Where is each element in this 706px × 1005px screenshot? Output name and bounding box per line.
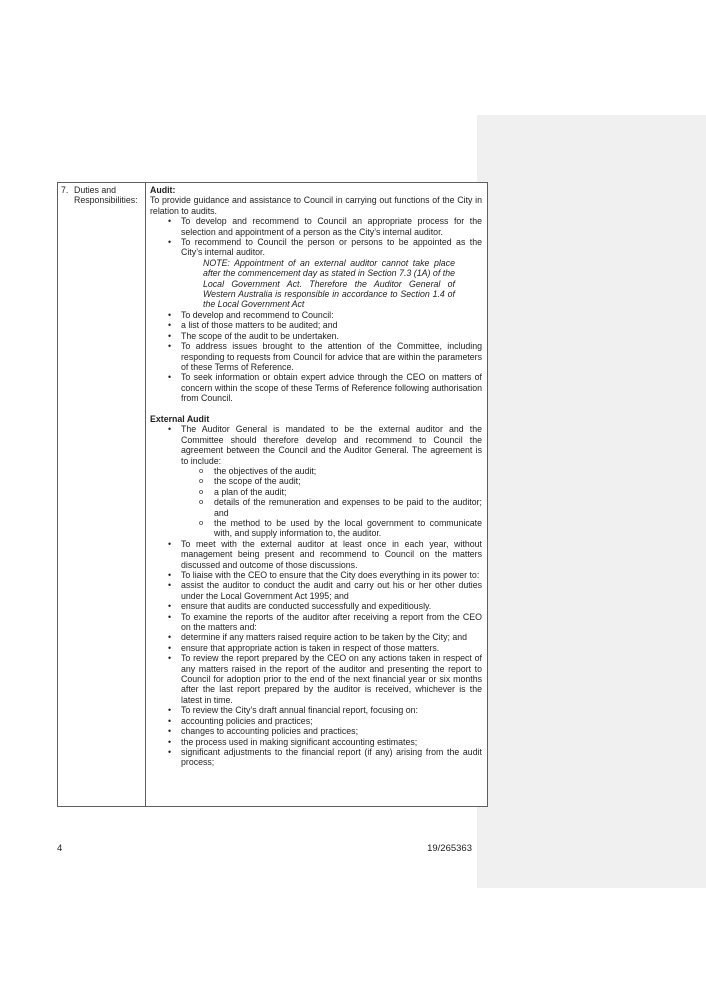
bullet-item [150, 341, 482, 372]
bullet-marker: • [168, 726, 172, 737]
duties-table [57, 182, 488, 807]
bullet-item [150, 580, 482, 601]
sub-bullet-item [150, 497, 482, 518]
bullet-item [150, 320, 482, 330]
duties-label-line2: Responsibilities: [74, 195, 138, 206]
bullet-item [150, 570, 482, 580]
bullet-marker: • [168, 538, 172, 549]
bullet-text: changes to accounting policies and practices; [181, 726, 359, 737]
bullet-text: a plan of the audit; [214, 486, 287, 497]
duties-label-line1: Duties and [74, 185, 117, 195]
bullet-item [150, 237, 482, 258]
bullet-item [150, 716, 482, 726]
bullet-marker: o [199, 486, 204, 496]
sub-bullet-item [150, 466, 482, 476]
bullet-item [150, 643, 482, 653]
bullet-item [150, 705, 482, 715]
bullet-text: To examine the reports of the auditor after receiving a report from the CEO on the matters and: [181, 611, 482, 633]
audit-content [146, 183, 487, 806]
bullet-text: ensure that appropriate action is taken in respect of those matters. [181, 642, 440, 653]
bullet-text: The Auditor General is mandated to be the external auditor and the Committee should therefore develop and recommend to Council the agreement between the Council and the Auditor General. The agreement is to include: [181, 424, 482, 466]
row-number: 7. [61, 185, 69, 195]
content-heading: External Audit [150, 413, 210, 424]
bullet-text: To develop and recommend to Council an appropriate process for the selection and appointment of a person as the City’s internal auditor. [181, 216, 482, 237]
bullet-text: significant adjustments to the financial report (if any) arising from the audit process; [181, 746, 482, 768]
bullet-item [150, 632, 482, 642]
bullet-marker: • [168, 642, 172, 653]
bullet-item [150, 310, 482, 320]
bullet-text: the scope of the audit; [214, 476, 301, 487]
bullet-marker: • [168, 330, 172, 341]
bullet-text: To seek information or obtain expert advice through the CEO on matters of concern within the scope of these Terms of Reference following authorisation from Council. [181, 372, 482, 404]
bullet-text: To liaise with the CEO to ensure that the City does everything in its power to: [181, 570, 480, 581]
bullet-item [150, 653, 482, 705]
duties-label-text [74, 185, 138, 206]
bullet-marker: o [199, 497, 204, 507]
bullet-item [150, 372, 482, 403]
note-block: NOTE: Appointment of an external auditor cannot take place after the commencement day as stated in Section 7.3 (1A) of the Local Government Act. Therefore the Auditor General of Western Australia is responsible in accordance to Section 1.4 of the Local Government Act [203, 257, 455, 310]
bullet-marker: • [168, 736, 172, 747]
page-footer [57, 843, 472, 854]
bullet-item [150, 737, 482, 747]
bullet-marker: • [168, 653, 172, 664]
bullet-text: details of the remuneration and expenses to be paid to the auditor; and [214, 497, 482, 518]
page-number: 4 [57, 843, 63, 854]
bullet-text: assist the auditor to conduct the audit and carry out his or her other duties under the Local Government Act 1995; and [181, 580, 482, 601]
content-heading: Audit: [150, 185, 176, 195]
sub-bullet-item [150, 487, 482, 497]
bullet-marker: • [168, 632, 172, 643]
document-number: 19/265363 [427, 843, 472, 854]
bullet-item [150, 424, 482, 466]
bullet-item [150, 331, 482, 341]
bullet-text: To review the City’s draft annual financial report, focusing on: [181, 705, 418, 716]
bullet-text: the method to be used by the local government to communicate with, and supply information to, the auditor. [214, 517, 482, 539]
bullet-item [150, 539, 482, 570]
bullet-text: determine if any matters raised require action to be taken by the City; and [181, 632, 468, 643]
bullet-marker: • [168, 580, 172, 591]
bullet-marker: o [199, 517, 204, 527]
sub-bullet-item [150, 476, 482, 486]
bullet-item [150, 747, 482, 768]
bullet-marker: • [168, 216, 172, 227]
bullet-text: To develop and recommend to Council: [181, 309, 334, 320]
bullet-marker: • [168, 746, 172, 757]
side-gray-panel [477, 115, 706, 888]
bullet-text: the process used in making significant accounting estimates; [181, 736, 418, 747]
bullet-item [150, 601, 482, 611]
bullet-item [150, 612, 482, 633]
bullet-text: To review the report prepared by the CEO on any actions taken in respect of any matters raised in the report of the auditor and presenting the report to Council for adoption prior to the end of the next financial year or six months after the last report prepared by the auditor is received, whichever is the latest in time. [181, 653, 482, 705]
bullet-text: accounting policies and practices; [181, 715, 313, 726]
bullet-marker: • [168, 237, 172, 248]
bullet-item [150, 216, 482, 237]
bullet-text: a list of those matters to be audited; and [181, 320, 338, 331]
bullet-text: To recommend to Council the person or persons to be appointed as the City’s internal auditor. [181, 237, 482, 258]
bullet-marker: • [168, 424, 172, 435]
bullet-text: The scope of the audit to be undertaken. [181, 330, 339, 341]
bullet-item [150, 726, 482, 736]
bullet-marker: • [168, 705, 172, 716]
bullet-marker: • [168, 611, 172, 622]
bullet-marker: • [168, 341, 172, 352]
bullet-marker: • [168, 372, 172, 383]
bullet-text: To meet with the external auditor at least once in each year, without management being present and recommend to Council on the matters discussed and outcome of those discussions. [181, 538, 482, 570]
bullet-marker: • [168, 570, 172, 581]
bullet-marker: o [199, 476, 204, 486]
bullet-text: the objectives of the audit; [214, 465, 317, 476]
duties-label-cell [58, 183, 146, 806]
duties-label-row [61, 185, 142, 206]
bullet-marker: o [199, 465, 204, 475]
sub-bullet-item [150, 518, 482, 539]
content-paragraph: To provide guidance and assistance to Council in carrying out functions of the City in relation to audits. [150, 195, 482, 216]
bullet-marker: • [168, 601, 172, 612]
content-gap [150, 404, 482, 414]
bullet-marker: • [168, 320, 172, 331]
bullet-marker: • [168, 309, 172, 320]
bullet-marker: • [168, 715, 172, 726]
bullet-text: To address issues brought to the attention of the Committee, including responding to requests from Council for advice that are within the parameters of these Terms of Reference. [181, 341, 482, 372]
bullet-text: ensure that audits are conducted successfully and expeditiously. [181, 601, 432, 612]
